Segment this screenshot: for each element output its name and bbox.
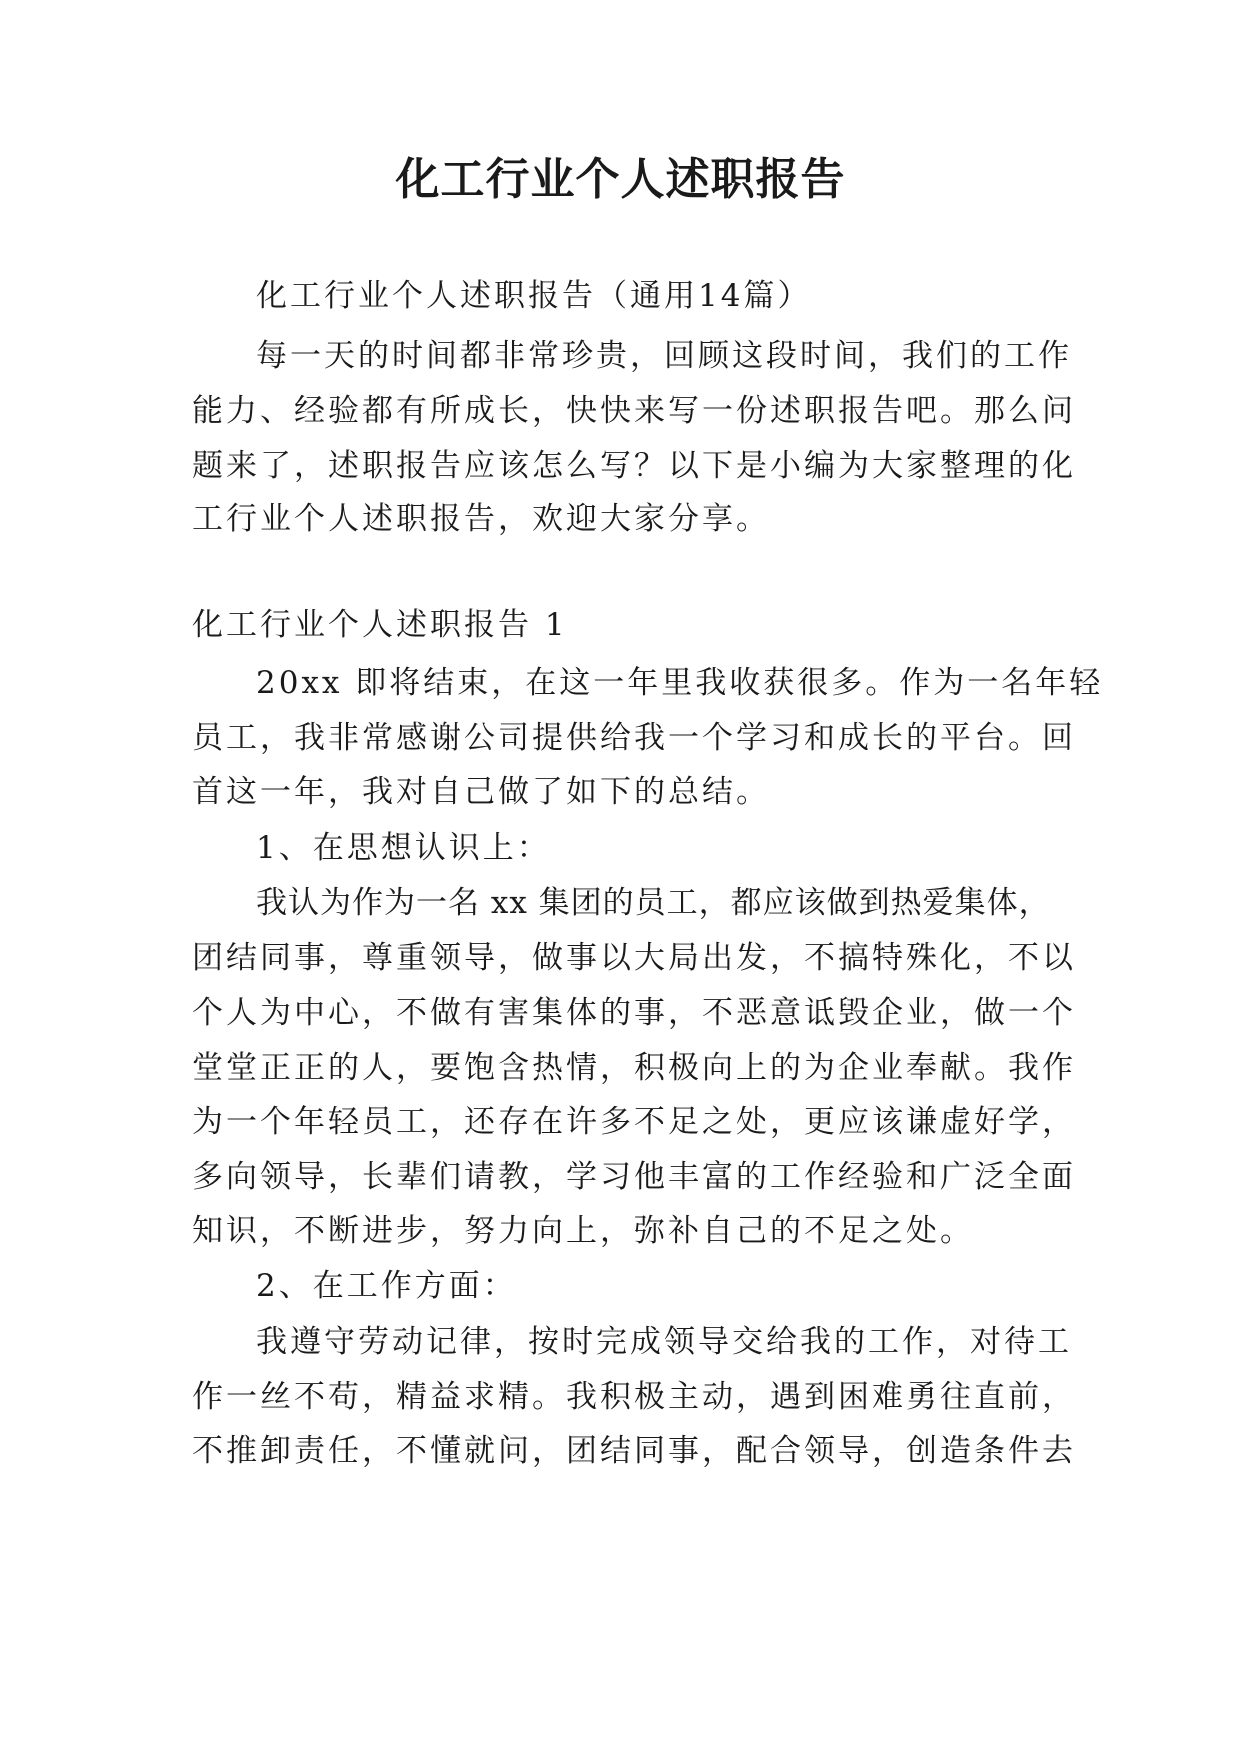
- body-line-10: 知识，不断进步，努力向上，弥补自己的不足之处。: [192, 1213, 974, 1249]
- body-line-6: 个人为中心，不做有害集体的事，不恶意诋毁企业，做一个: [192, 995, 1076, 1031]
- intro-line-2: 能力、经验都有所成长，快快来写一份述职报告吧。那么问: [192, 393, 1076, 429]
- subtitle-line: 化工行业个人述职报告（通用14篇）: [256, 278, 812, 314]
- body-line-13: 不推卸责任，不懂就问，团结同事，配合领导，创造条件去: [192, 1433, 1076, 1469]
- body-line-4: 我认为作为一名 xx 集团的员工，都应该做到热爱集体，: [256, 885, 1051, 921]
- intro-line-3: 题来了，述职报告应该怎么写？以下是小编为大家整理的化: [192, 448, 1076, 484]
- body-line-3: 首这一年，我对自己做了如下的总结。: [192, 774, 770, 810]
- body-line-11: 我遵守劳动记律，按时完成领导交给我的工作，对待工: [256, 1324, 1072, 1360]
- body-line-9: 多向领导，长辈们请教，学习他丰富的工作经验和广泛全面: [192, 1159, 1076, 1195]
- body-line-1: 20xx 即将结束，在这一年里我收获很多。作为一名年轻: [256, 665, 1104, 701]
- intro-line-1: 每一天的时间都非常珍贵，回顾这段时间，我们的工作: [256, 338, 1072, 374]
- body-line-7: 堂堂正正的人，要饱含热情，积极向上的为企业奉献。我作: [192, 1050, 1076, 1086]
- body-line-5: 团结同事，尊重领导，做事以大局出发，不搞特殊化，不以: [192, 940, 1076, 976]
- body-line-12: 作一丝不苟，精益求精。我积极主动，遇到困难勇往直前，: [192, 1379, 1076, 1415]
- document-title: 化工行业个人述职报告: [395, 154, 846, 205]
- body-line-8: 为一个年轻员工，还存在许多不足之处，更应该谦虚好学，: [192, 1104, 1076, 1140]
- subheading-work: 2、在工作方面：: [256, 1268, 517, 1304]
- subheading-thought: 1、在思想认识上：: [256, 830, 551, 866]
- body-line-2: 员工，我非常感谢公司提供给我一个学习和成长的平台。回: [192, 720, 1076, 756]
- intro-line-4: 工行业个人述职报告，欢迎大家分享。: [192, 501, 770, 537]
- section-heading-1: 化工行业个人述职报告 1: [192, 607, 568, 643]
